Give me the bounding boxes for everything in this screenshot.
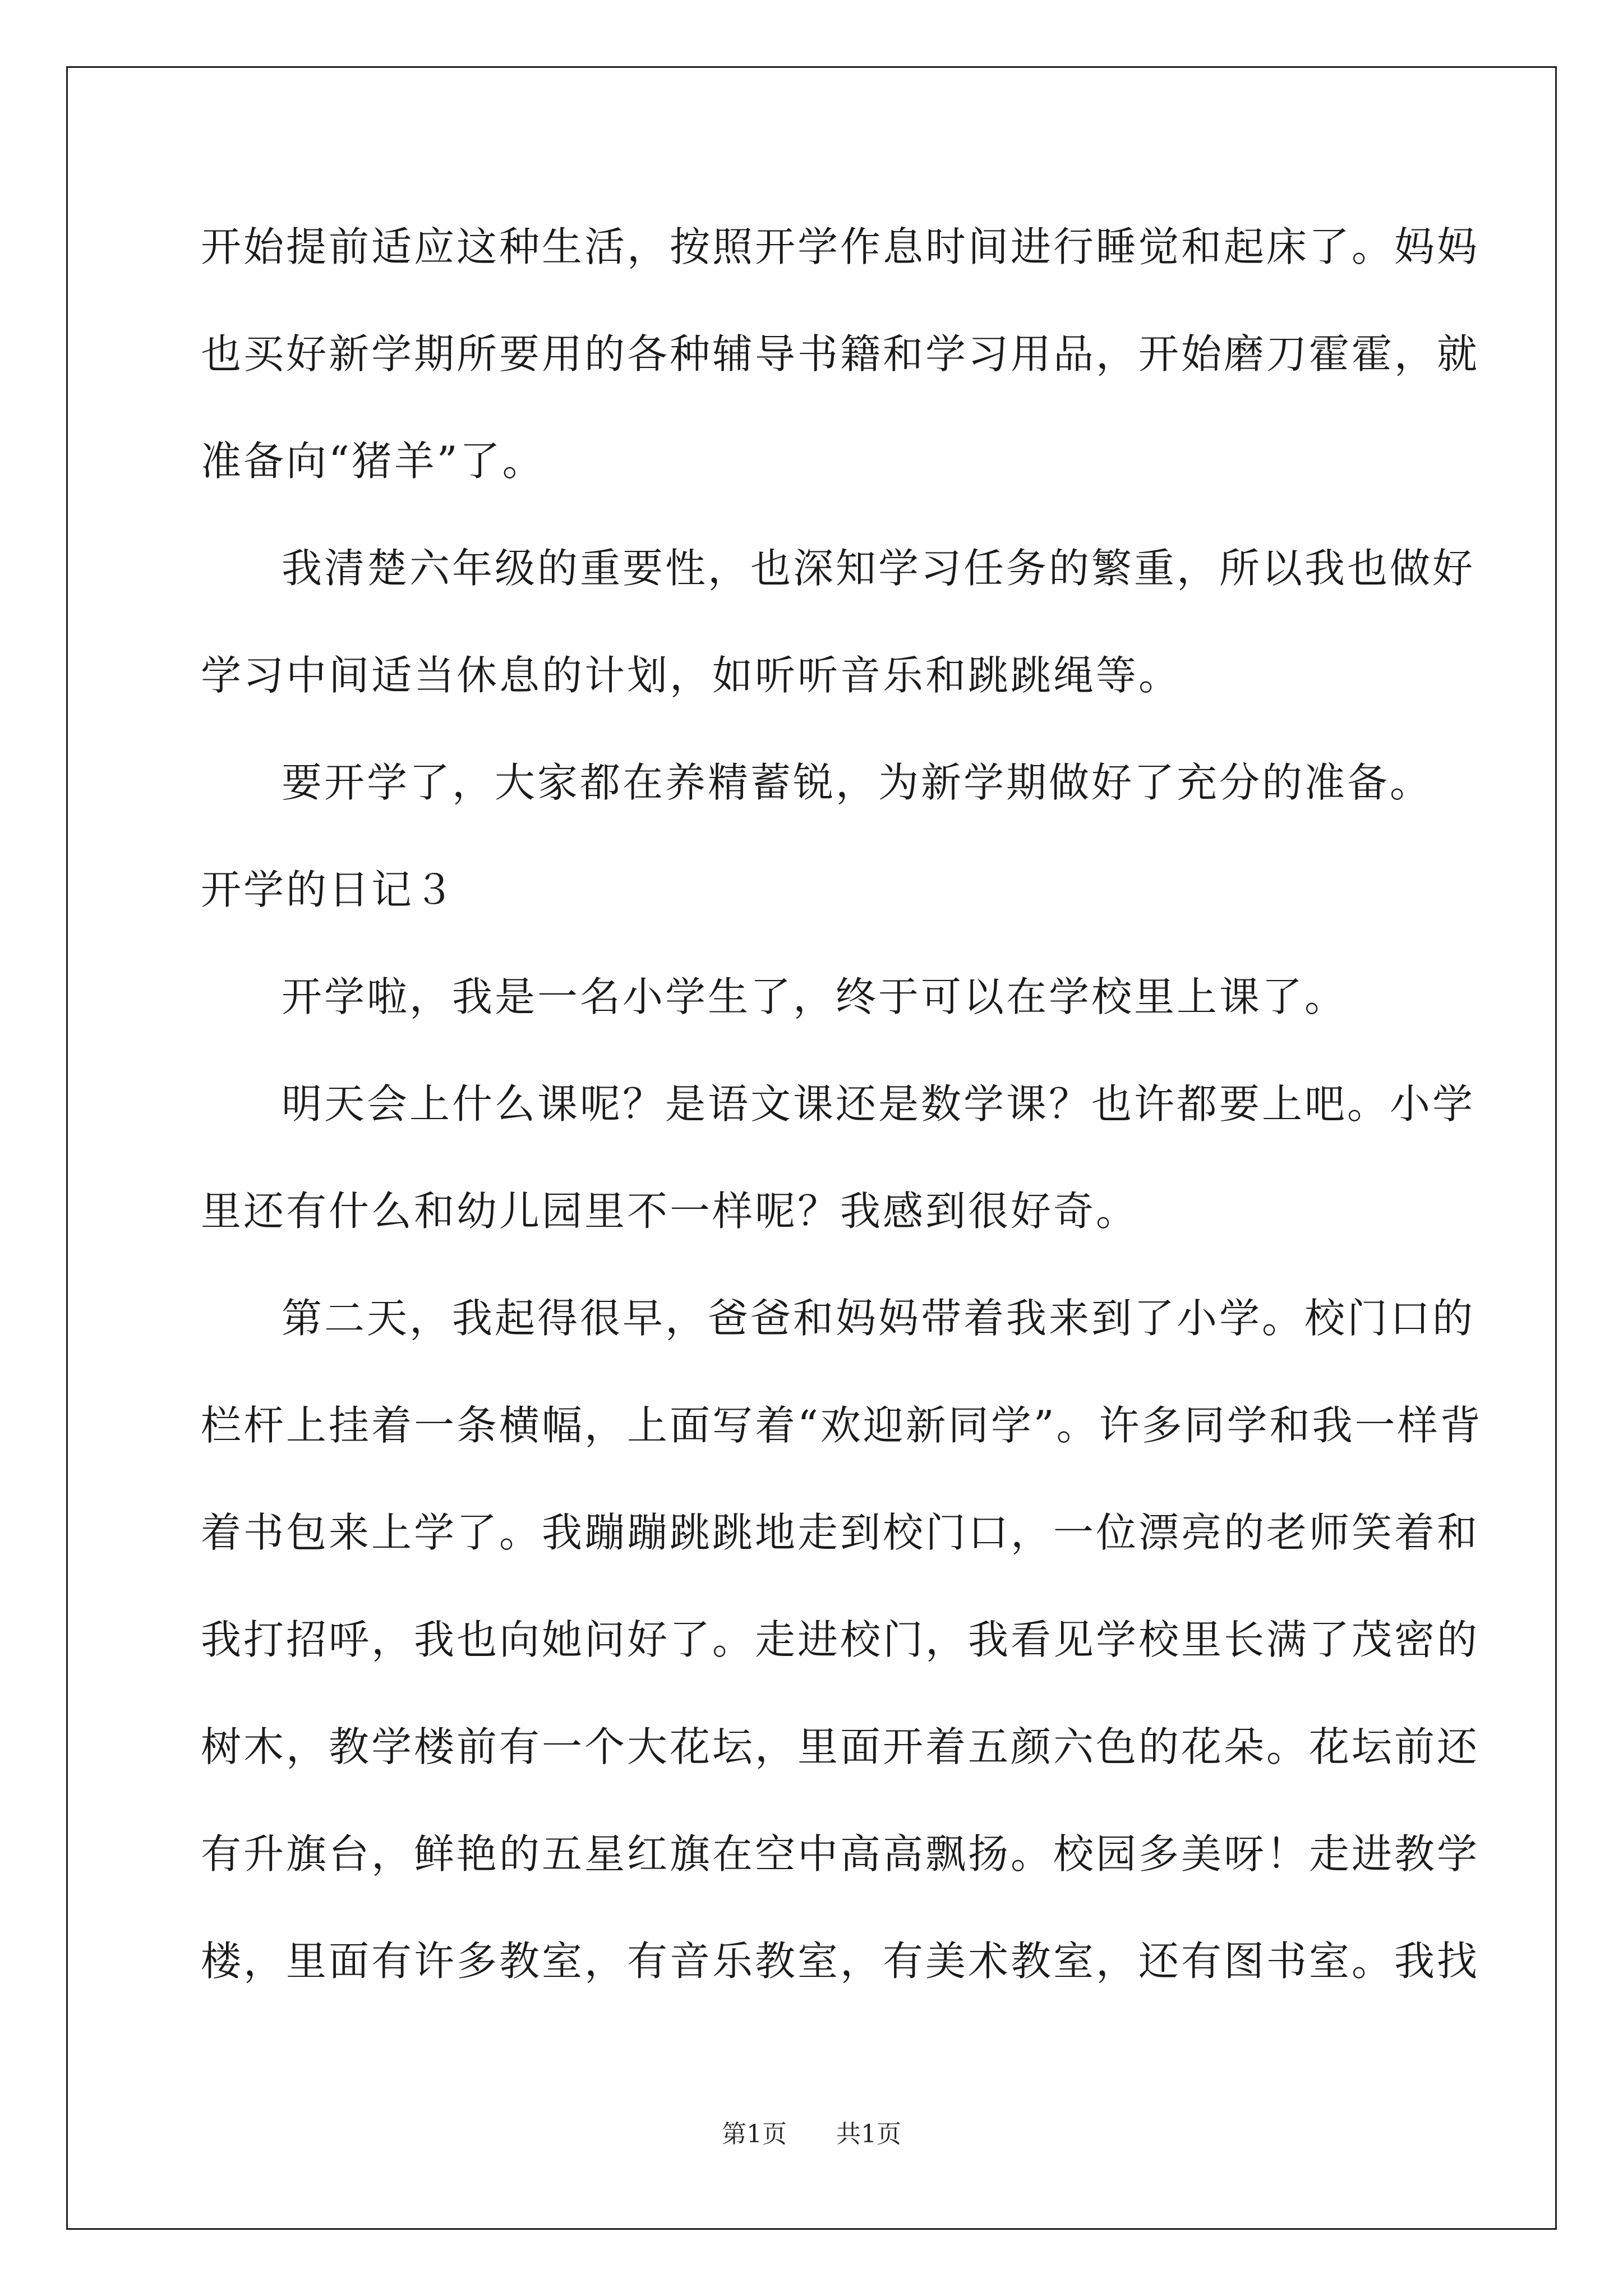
text-line-8: 开学啦，我是一名小学生了，终于可以在学校里上课了。 — [282, 973, 1348, 1020]
text-line-11: 第二天，我起得很早，爸爸和妈妈带着我来到了小学。校门口的 — [282, 1295, 1476, 1342]
text-line-5: 学习中间适当休息的计划，如听听音乐和跳跳绳等。 — [201, 652, 1182, 699]
text-line-1: 开始提前适应这种生活，按照开学作息时间进行睡觉和起床了。妈妈 — [201, 223, 1480, 270]
page-footer — [0, 2114, 1623, 2150]
text-line-15: 树木，教学楼前有一个大花坛，里面开着五颜六色的花朵。花坛前还 — [201, 1723, 1480, 1770]
section-heading: 开学的日记３ — [201, 866, 457, 913]
text-line-6: 要开学了，大家都在养精蓄锐，为新学期做好了充分的准备。 — [282, 759, 1433, 806]
text-line-10: 里还有什么和幼儿园里不一样呢？我感到很好奇。 — [201, 1188, 1139, 1235]
page-number: 第1页 — [722, 2120, 787, 2148]
text-line-14: 我打招呼，我也向她问好了。走进校门，我看见学校里长满了茂密的 — [201, 1616, 1480, 1663]
text-line-2: 也买好新学期所要用的各种辅导书籍和学习用品，开始磨刀霍霍，就 — [201, 330, 1480, 378]
text-line-16: 有升旗台，鲜艳的五星红旗在空中高高飘扬。校园多美呀！走进教学 — [201, 1830, 1480, 1878]
text-line-17: 楼，里面有许多教室，有音乐教室，有美术教室，还有图书室。我找 — [201, 1938, 1480, 1985]
text-line-9: 明天会上什么课呢？是语文课还是数学课？也许都要上吧。小学 — [282, 1080, 1476, 1128]
text-line-3: 准备向“猪羊”了。 — [201, 438, 545, 485]
text-line-13: 着书包来上学了。我蹦蹦跳跳地走到校门口，一位漂亮的老师笑着和 — [201, 1509, 1480, 1556]
document-body — [201, 213, 1483, 2035]
page-total: 共1页 — [836, 2120, 901, 2148]
text-line-4: 我清楚六年级的重要性，也深知学习任务的繁重，所以我也做好 — [282, 545, 1476, 592]
text-line-12: 栏杆上挂着一条横幅，上面写着“欢迎新同学”。许多同学和我一样背 — [201, 1402, 1483, 1449]
